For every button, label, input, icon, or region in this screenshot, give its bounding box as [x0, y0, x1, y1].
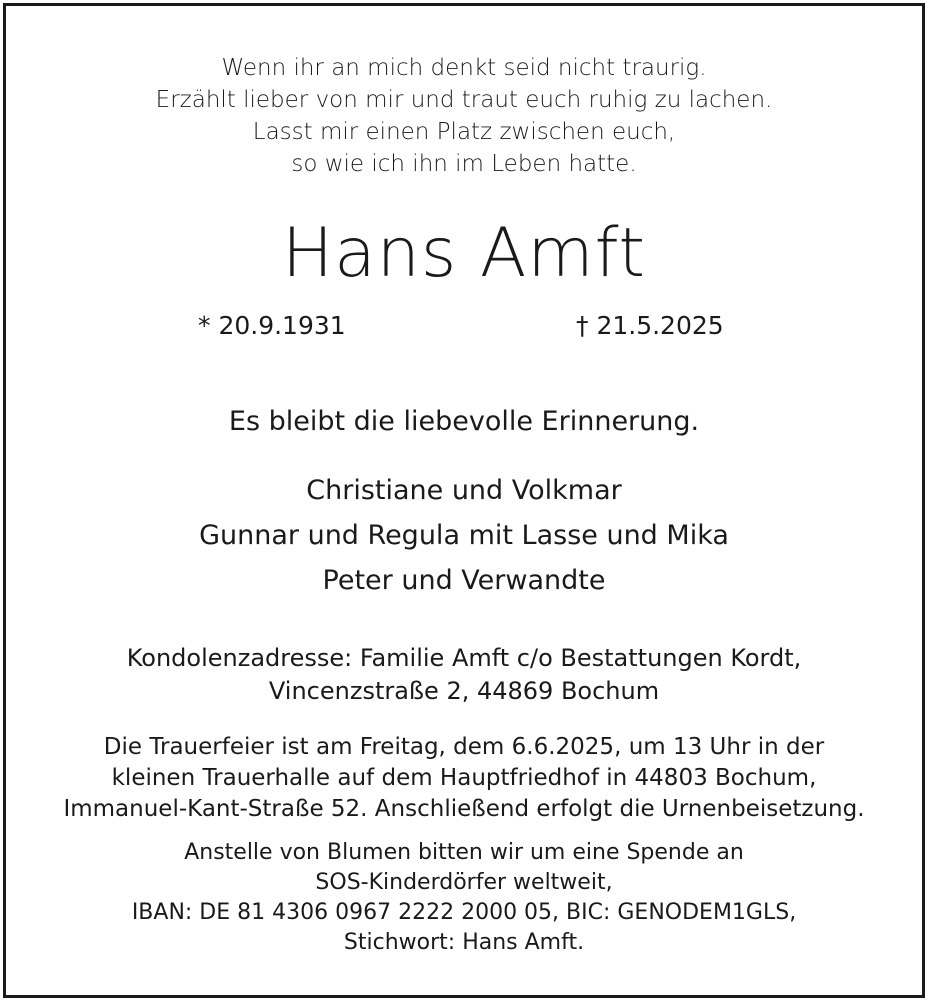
memory-line: Es bleibt die liebevolle Erinnerung. — [228, 406, 700, 437]
death-date: † 21.5.2025 — [576, 311, 724, 340]
condolence-address — [0, 642, 928, 708]
funeral-info — [0, 732, 928, 825]
poem-line: Erzählt lieber von mir und traut euch ruhig zu lachen. — [155, 87, 773, 113]
mourner-line: Christiane und Volkmar — [306, 475, 622, 506]
funeral-line: kleinen Trauerhalle auf dem Hauptfriedhof in 44803 Bochum, — [111, 765, 817, 791]
poem — [0, 52, 928, 180]
mourners — [0, 468, 928, 603]
deceased-name: Hans Amft — [281, 214, 647, 293]
donation-line: Stichwort: Hans Amft. — [343, 930, 585, 955]
donation-line: SOS-Kinderdörfer weltweit, — [315, 870, 613, 895]
donation-info — [0, 838, 928, 958]
poem-line: Lasst mir einen Platz zwischen euch, — [252, 119, 676, 145]
poem-line: Wenn ihr an mich denkt seid nicht traurig. — [221, 55, 707, 81]
mourner-line: Gunnar und Regula mit Lasse und Mika — [199, 520, 729, 551]
donation-line: IBAN: DE 81 4306 0967 2222 2000 05, BIC: GENODEM1GLS, — [131, 900, 797, 925]
address-line: Kondolenzadresse: Familie Amft c/o Bestattungen Kordt, — [126, 644, 802, 672]
donation-line: Anstelle von Blumen bitten wir um eine Spende an — [184, 840, 744, 865]
funeral-line: Die Trauerfeier ist am Freitag, dem 6.6.2025, um 13 Uhr in der — [103, 734, 825, 760]
birth-date: * 20.9.1931 — [198, 311, 346, 340]
mourner-line: Peter und Verwandte — [322, 565, 606, 596]
address-line: Vincenzstraße 2, 44869 Bochum — [268, 677, 660, 705]
funeral-line: Immanuel-Kant-Straße 52. Anschließend erfolgt die Urnenbeisetzung. — [63, 796, 865, 822]
poem-line: so wie ich ihn im Leben hatte. — [291, 151, 637, 177]
